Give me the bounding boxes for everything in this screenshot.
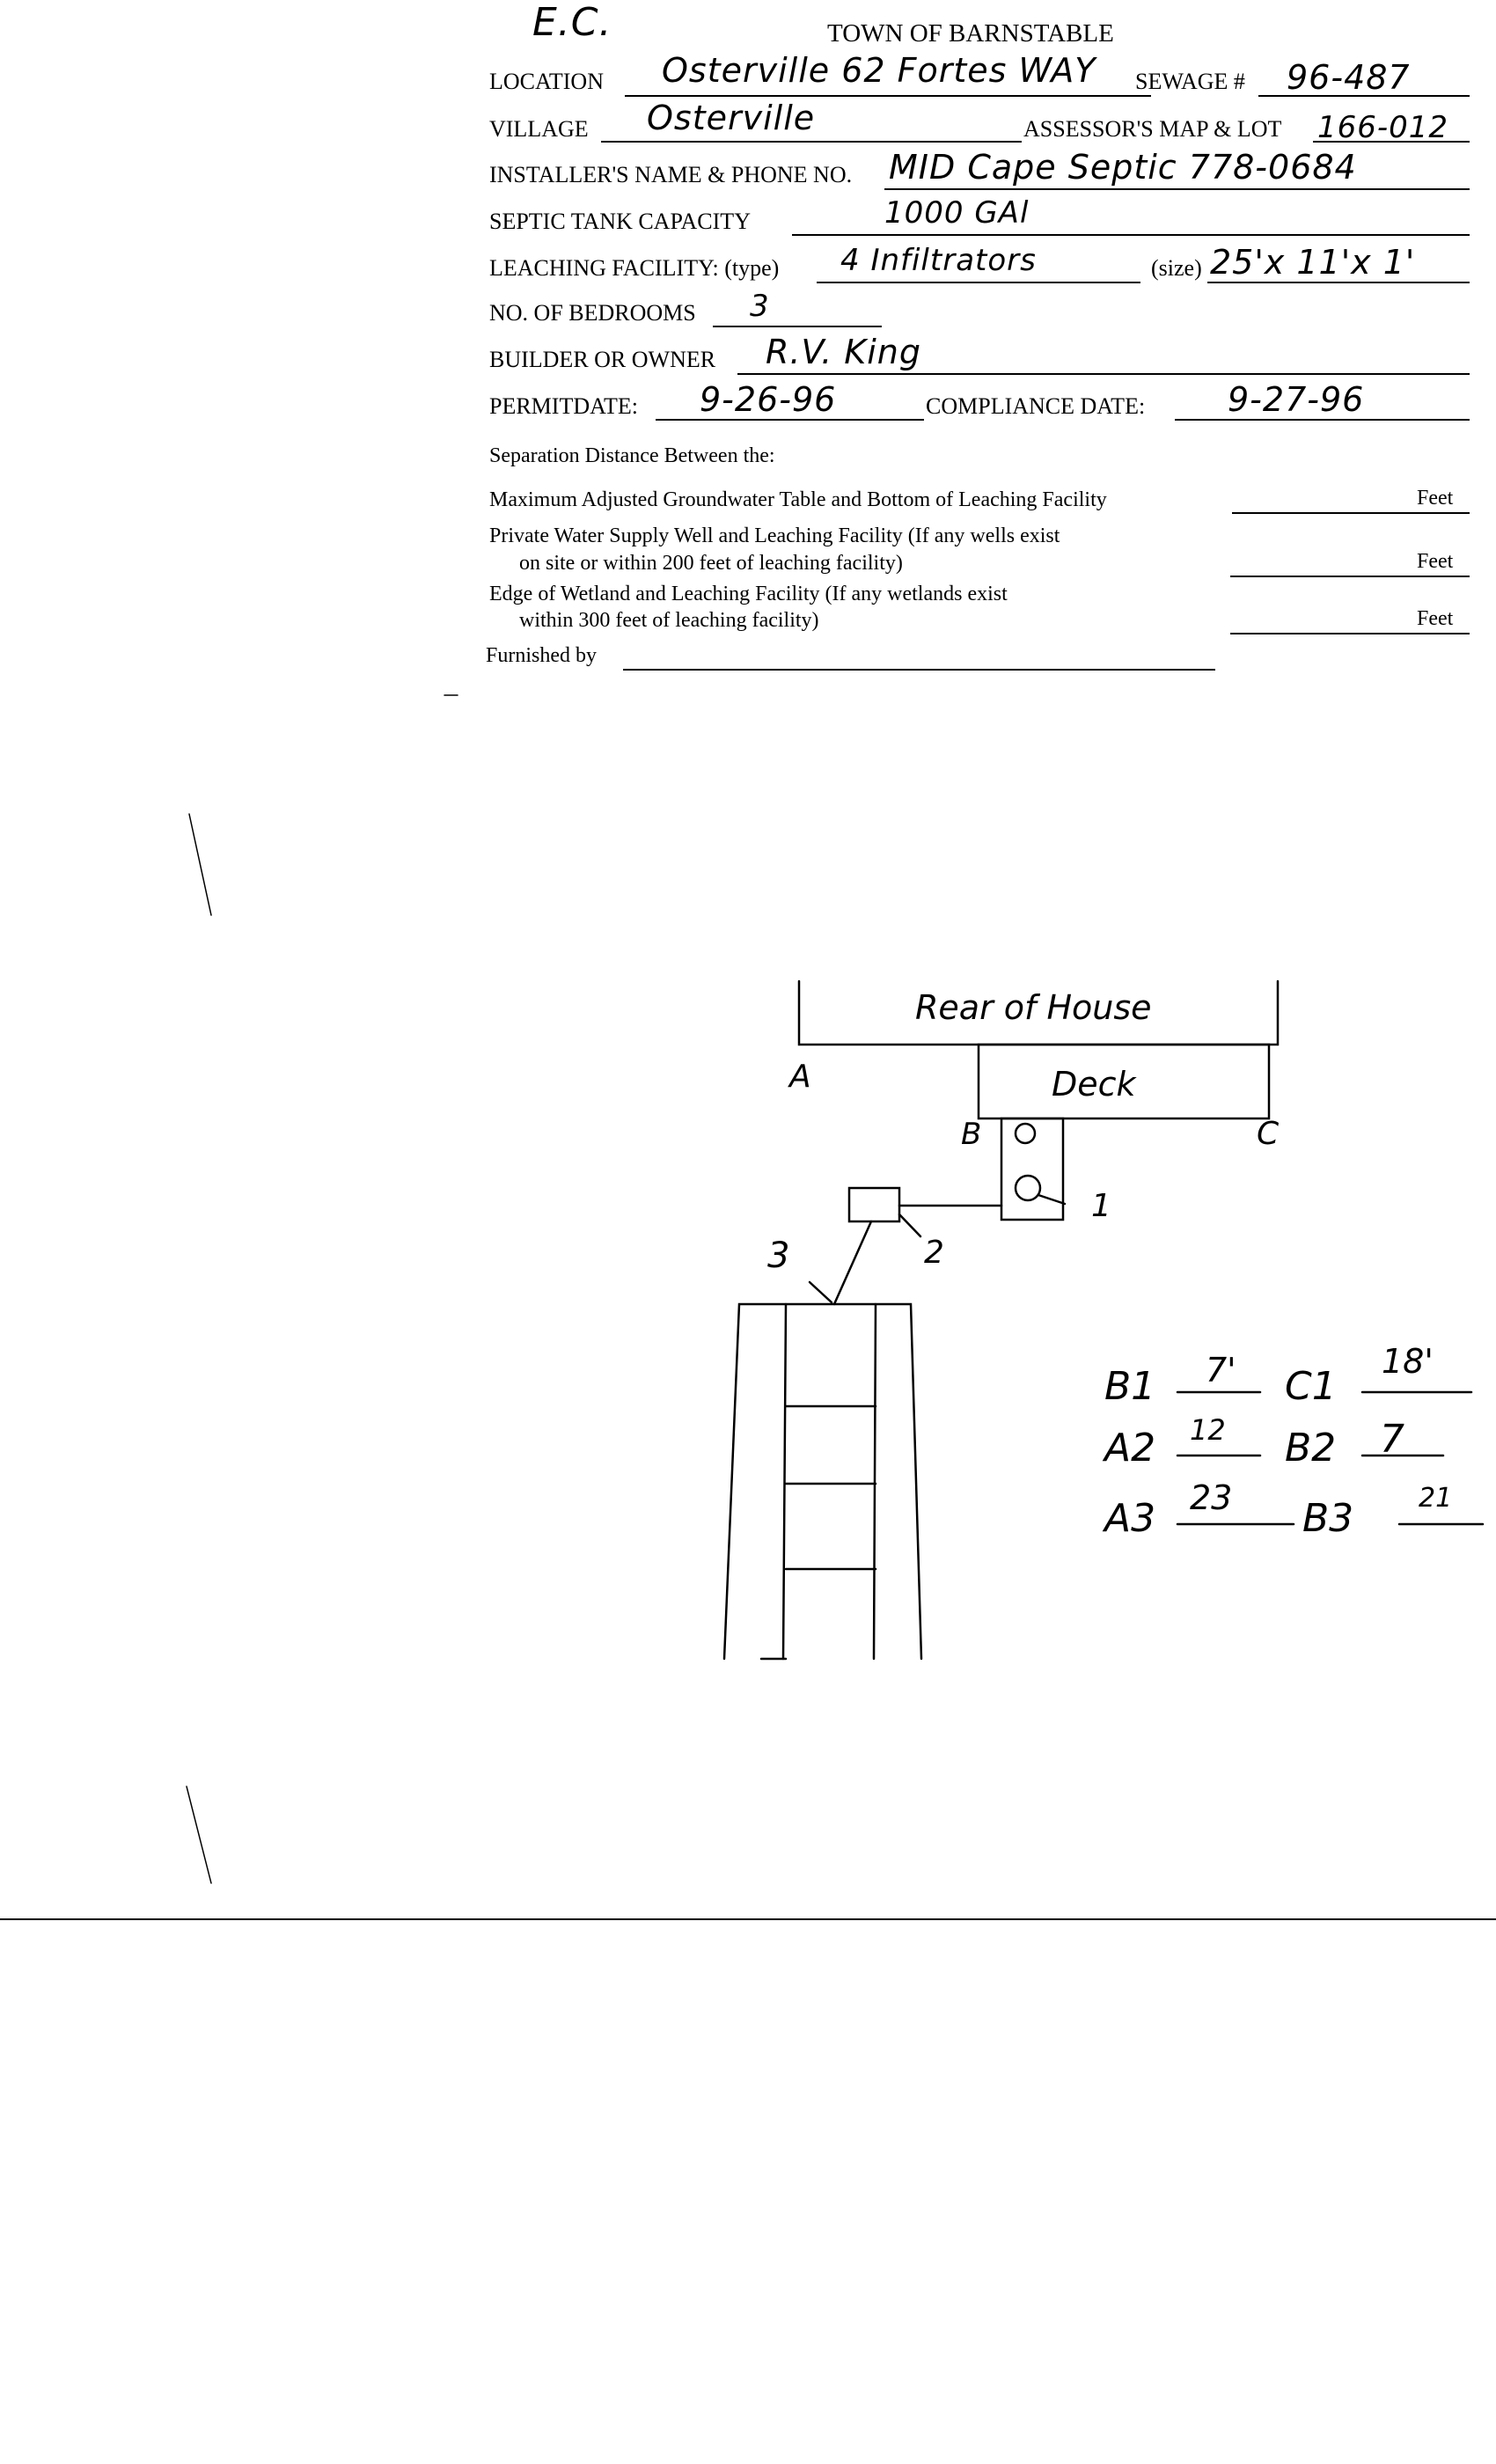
bedrooms-label: NO. OF BEDROOMS [489,300,696,326]
owner-value: R.V. King [766,333,921,371]
wetland-text-line-1: Edge of Wetland and Leaching Facility (If any wetlands exist [489,583,1008,605]
compliance-date-label: COMPLIANCE DATE: [926,393,1146,419]
tie-b2-value: 7 [1380,1417,1404,1462]
tank-capacity-label: SEPTIC TANK CAPACITY [489,209,751,234]
d-box-pointer [899,1214,920,1236]
groundwater-text: Maximum Adjusted Groundwater Table and Bottom of Leaching Facility [489,488,1107,511]
wetland-feet-label: Feet [1417,607,1454,630]
tie-b2-label: B2 [1285,1426,1337,1470]
mark-3-label: 3 [767,1236,790,1276]
tie-c1-value: 18' [1382,1342,1434,1381]
sewage-value: 96-487 [1287,58,1411,97]
point-b-label: B [961,1117,982,1152]
corner-initials: E.C. [532,0,612,45]
size-value: 25'x 11'x 1' [1210,243,1416,282]
mark-3-pointer [810,1282,832,1302]
scan-mark [189,814,211,915]
distribution-box [849,1188,899,1221]
bedrooms-value: 3 [750,289,770,324]
tie-b1-value: 7' [1206,1351,1236,1390]
point-c-label: C [1257,1116,1280,1152]
infiltrator-row-left [783,1304,786,1659]
deck-label: Deck [1052,1065,1136,1104]
compliance-date-value: 9-27-96 [1228,380,1365,419]
tie-b3-label: B3 [1302,1496,1354,1541]
house-label: Rear of House [915,988,1152,1027]
tie-a2-label: A2 [1104,1426,1156,1470]
tank-outlet-cover [1016,1176,1040,1200]
distribution-pipe [834,1221,871,1304]
sewage-label: SEWAGE # [1135,69,1245,94]
page-bottom-rule [0,1918,1496,1920]
separation-heading: Separation Distance Between the: [489,444,775,467]
tank-outlet-pointer [1038,1195,1065,1204]
mark-2-label: 2 [924,1235,944,1271]
point-a-label: A [789,1059,811,1095]
location-value: Osterville 62 Fortes WAY [662,51,1096,90]
well-feet-label: Feet [1417,550,1454,573]
wetland-text-line-2: within 300 feet of leaching facility) [519,609,819,632]
scan-mark [187,1786,211,1883]
septic-tank [1001,1118,1063,1220]
tie-a2-value: 12 [1190,1413,1226,1447]
tank-capacity-value: 1000 GAl [884,195,1030,231]
village-label: VILLAGE [489,116,589,142]
owner-label: BUILDER OR OWNER [489,347,716,372]
size-label: (size) [1151,255,1202,281]
leaching-type-value: 4 Infiltrators [840,243,1037,278]
location-label: LOCATION [489,69,604,94]
tie-a3-label: A3 [1104,1496,1156,1541]
leaching-field-outline [724,1304,921,1659]
furnished-by-label: Furnished by [486,644,597,667]
installer-value: MID Cape Septic 778-0684 [889,148,1357,187]
groundwater-feet-label: Feet [1417,487,1454,510]
tie-b1-label: B1 [1104,1364,1156,1409]
tie-b3-value: 21 [1419,1483,1453,1514]
well-text-line-1: Private Water Supply Well and Leaching Facility (If any wells exist [489,524,1060,547]
village-value: Osterville [647,99,816,137]
well-text-line-2: on site or within 200 feet of leaching facility) [519,552,903,575]
tie-c1-label: C1 [1285,1364,1337,1409]
permit-date-value: 9-26-96 [700,380,837,419]
assessor-map-label: ASSESSOR'S MAP & LOT [1023,116,1282,142]
installer-label: INSTALLER'S NAME & PHONE NO. [489,162,853,187]
tank-inlet-cover [1016,1124,1035,1143]
mark-1-label: 1 [1091,1188,1111,1224]
assessor-map-value: 166-012 [1317,110,1449,145]
tie-a3-value: 23 [1190,1478,1233,1517]
leaching-type-label: LEACHING FACILITY: (type) [489,255,780,281]
form-title: TOWN OF BARNSTABLE [827,19,1114,48]
infiltrator-row-right [874,1304,876,1659]
permit-date-label: PERMITDATE: [489,393,638,419]
